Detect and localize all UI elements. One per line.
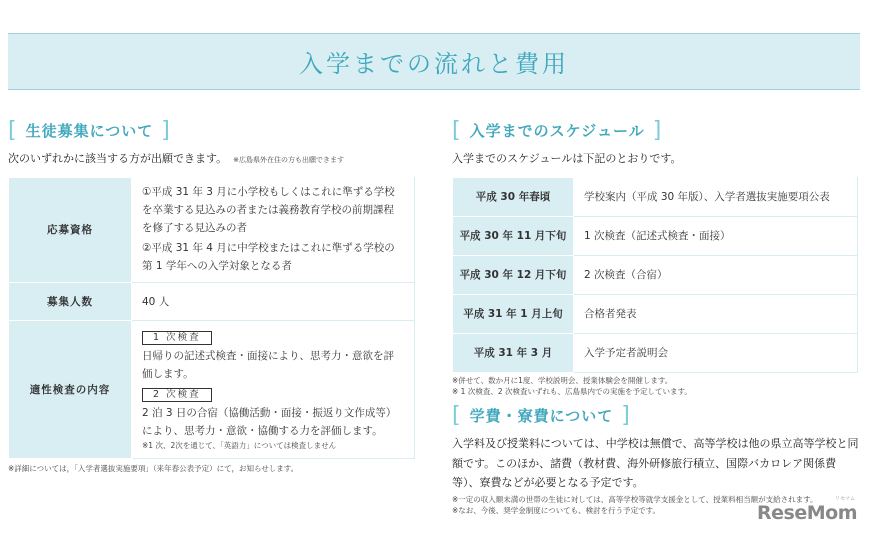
bracket-close-icon: ]: [652, 118, 663, 143]
table-row: [9, 321, 415, 459]
recruitment-intro: 次のいずれかに該当する方が出願できます。 ※広島県外在住の方も出願できます: [8, 152, 344, 165]
table-row: [453, 256, 858, 295]
schedule-note-1: ※併せて、数か月に1度、学校説明会、授業体験会を開催します。: [452, 376, 673, 385]
capacity-label: 募集人数: [9, 283, 132, 321]
bracket-open-icon: [: [452, 403, 462, 428]
schedule-what: 学校案内（平成 30 年版）、入学者選抜実施要項公表: [574, 178, 858, 217]
table-row: [453, 295, 858, 334]
schedule-what: 入学予定者説明会: [574, 334, 858, 373]
section-heading-schedule: [ 入学までのスケジュール ]: [452, 118, 663, 143]
bracket-open-icon: [: [8, 118, 18, 143]
table-row: [9, 283, 415, 321]
first-exam-badge: 1 次検査: [142, 331, 212, 345]
page-title: 入学までの流れと費用: [299, 50, 569, 78]
logo-subtext: リセマム: [835, 496, 855, 502]
table-row: [453, 178, 858, 217]
fees-note-2: ※なお、今後、奨学金制度についても、検討を行う予定です。: [452, 506, 661, 515]
section-heading-recruitment: [ 生徒募集について ]: [8, 118, 171, 143]
table-row: [453, 334, 858, 373]
section-heading-fees: [ 学費・寮費について ]: [452, 403, 631, 428]
recruitment-table: [8, 177, 415, 459]
fees-text: 入学料及び授業料については、中学校は無償で、高等学校は他の県立高等学校と同額です。このほか、諸費（教材費、海外研修旅行積立、国際バカロレア関係費等）、寮費などが必要となる予定です。: [452, 437, 859, 489]
schedule-when: 平成 31 年 1 月上旬: [453, 295, 574, 334]
schedule-when: 平成 30 年 12 月下旬: [453, 256, 574, 295]
exam-label: 適性検査の内容: [9, 321, 132, 459]
exam-value: 1 次検査 日帰りの記述式検査・面接により、思考力・意欲を評価します。 2 次検査 2 泊 3 日の合宿（協働活動・面接・振返り文作成等）により、思考力・意欲・協働する力を評価します。 ※1 次、2次を通じて、「英語力」については検査しません: [132, 321, 415, 459]
bracket-open-icon: [: [452, 118, 462, 143]
bracket-close-icon: ]: [161, 118, 171, 143]
eligibility-label: 応募資格: [9, 178, 132, 283]
schedule-table: [452, 177, 858, 373]
schedule-what: 1 次検査（記述式検査・面接）: [574, 217, 858, 256]
resemom-logo: ReseMom: [757, 502, 857, 524]
schedule-intro: 入学までのスケジュールは下記のとおりです。: [452, 152, 682, 165]
exam-note: ※1 次、2次を通じて、「英語力」については検査しません: [142, 440, 337, 450]
schedule-what: 2 次検査（合宿）: [574, 256, 858, 295]
bracket-close-icon: ]: [621, 403, 631, 428]
schedule-note-2: ※ 1 次検査、2 次検査いずれも、広島県内での実施を予定しています。: [452, 387, 692, 396]
table-row: [453, 217, 858, 256]
table-row: [9, 178, 415, 283]
schedule-when: 平成 30 年 11 月下旬: [453, 217, 574, 256]
second-exam-badge: 2 次検査: [142, 388, 212, 402]
schedule-when: 平成 30 年春頃: [453, 178, 574, 217]
eligibility-value: ①平成 31 年 3 月に小学校もしくはこれに準ずる学校を卒業する見込みの者または義務教育学校の前期課程を修了する見込みの者 ②平成 31 年 4 月に中学校またはこれに準ずる学校の第 1 学年への入学対象となる者: [132, 178, 415, 283]
recruitment-footnote: ※詳細については，「入学者選抜実施要項」（来年春公表予定）にて，お知らせします。: [8, 464, 299, 473]
schedule-what: 合格者発表: [574, 295, 858, 334]
fees-note-1: ※一定の収入額未満の世帯の生徒に対しては、高等学校等就学支援金として、授業料相当額が支給されます。: [452, 495, 818, 504]
schedule-when: 平成 31 年 3 月: [453, 334, 574, 373]
capacity-value: 40 人: [132, 283, 415, 321]
page-banner: [8, 33, 860, 90]
